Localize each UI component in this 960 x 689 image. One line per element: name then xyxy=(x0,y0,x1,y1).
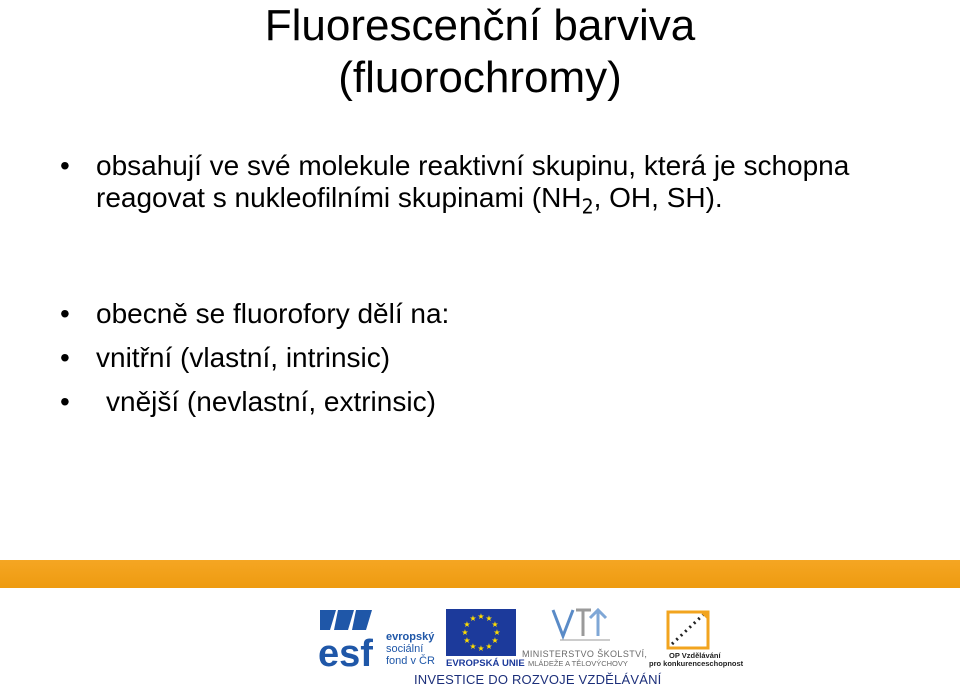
bullet-intrinsic xyxy=(60,342,920,374)
eu-star-icon: ★ xyxy=(461,628,469,637)
op-logo xyxy=(649,612,744,668)
bullet-reactive-group xyxy=(60,150,920,223)
eu-star-icon: ★ xyxy=(493,628,501,637)
investment-tagline: INVESTICE DO ROZVOJE VZDĚLÁVÁNÍ xyxy=(414,672,662,687)
eu-star-icon: ★ xyxy=(491,636,499,645)
eu-star-icon: ★ xyxy=(463,620,471,629)
esf-line-2: sociální xyxy=(386,643,424,655)
eu-star-icon: ★ xyxy=(463,636,471,645)
msmt-line-1: MINISTERSTVO ŠKOLSTVÍ, xyxy=(522,649,648,659)
esf-mark: esf xyxy=(318,633,373,675)
bullet-4-text: vnější (nevlastní, extrinsic) xyxy=(106,385,436,417)
msmt-logo xyxy=(522,610,647,668)
esf-logo xyxy=(318,609,436,675)
eu-star-icon: ★ xyxy=(477,644,485,653)
eu-flag-logo xyxy=(446,609,525,669)
bullet-1-text-a: obsahují ve své molekule reaktivní skupinu, která je schopna reagovat s nukleofilními skupinami (NH xyxy=(96,150,850,213)
eu-star-icon: ★ xyxy=(485,614,493,623)
eu-star-icon: ★ xyxy=(491,620,499,629)
eu-label: EVROPSKÁ UNIE xyxy=(446,658,525,669)
bullet-list xyxy=(60,150,920,418)
eu-star-icon: ★ xyxy=(469,642,477,651)
bullet-division xyxy=(60,298,920,330)
bullet-extrinsic xyxy=(60,386,920,418)
title-line-2: (fluorochromy) xyxy=(338,53,622,102)
msmt-line-2: MLÁDEŽE A TĚLOVÝCHOVY xyxy=(528,659,628,668)
op-line-1: OP Vzdělávání xyxy=(669,651,721,660)
eu-star-icon: ★ xyxy=(485,642,493,651)
bullet-2-text: obecně se fluorofory dělí na: xyxy=(96,297,450,329)
subscript-2: 2 xyxy=(581,194,594,219)
bullet-3-text: vnitřní (vlastní, intrinsic) xyxy=(96,341,391,373)
slide-title xyxy=(0,0,960,104)
esf-line-1: evropský xyxy=(386,631,435,643)
orange-footer-band xyxy=(0,560,960,588)
esf-line-3: fond v ČR xyxy=(386,655,435,667)
eu-star-icon: ★ xyxy=(477,612,485,621)
bullet-1-text-b: , OH, SH). xyxy=(593,182,723,213)
title-line-1: Fluorescenční barviva xyxy=(264,1,696,50)
op-line-2: pro konkurenceschopnost xyxy=(649,659,744,668)
eu-star-icon: ★ xyxy=(469,614,477,623)
